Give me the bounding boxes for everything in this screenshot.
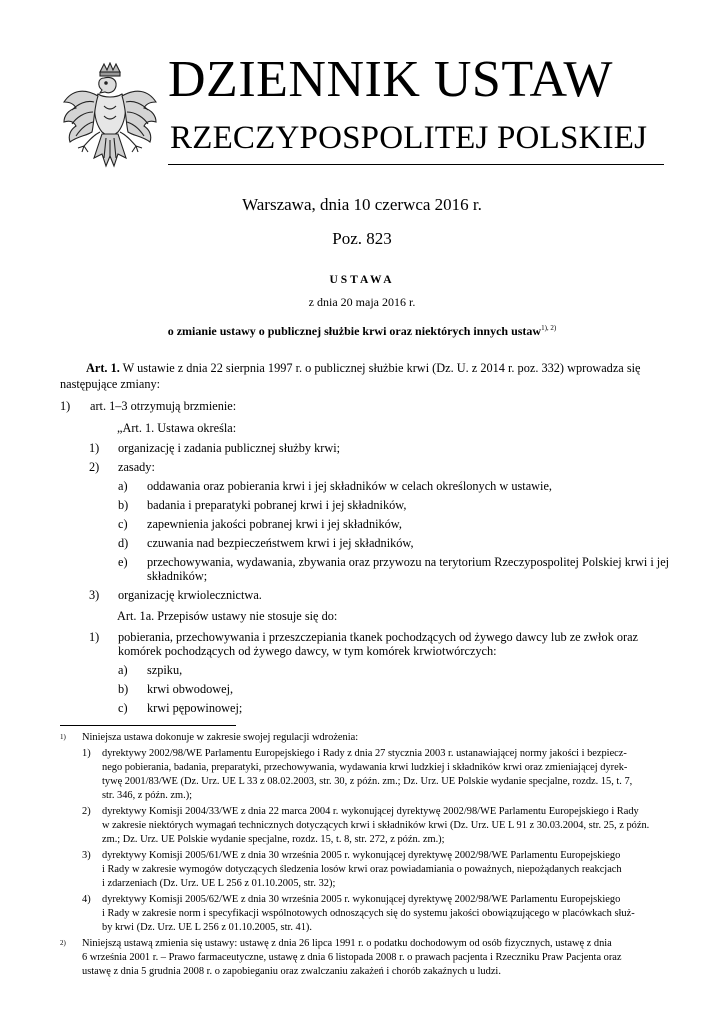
footnote-item-line: i zdarzeniach (Dz. Urz. UE L 256 z 01.10.2005, str. 32); (102, 878, 336, 889)
footnote-item-num: 2) (82, 806, 91, 817)
list-item-num: 1) (89, 441, 100, 455)
polish-eagle-emblem-icon (60, 62, 160, 174)
art1a-intro: Art. 1a. Przepisów ustawy nie stosuje się do: (117, 609, 338, 623)
footnote-item-line: dyrektywy Komisji 2005/62/WE z dnia 30 września 2005 r. wykonującej dyrektywę 2002/98/WE Parlamentu Europejskiego (102, 894, 621, 905)
list-item: organizację krwiolecznictwa. (118, 588, 262, 602)
footnote-item-line: dyrektywy Komisji 2005/61/WE z dnia 30 września 2005 r. wykonującej dyrektywę 2002/98/WE Parlamentu Europejskiego (102, 850, 621, 861)
list-item-num: 2) (89, 460, 100, 474)
footnote-separator (60, 725, 236, 726)
footnote-item-line: dyrektywy 2002/98/WE Parlamentu Europejskiego i Rady z dnia 27 stycznia 2003 r. ustanawiającej normy jakości i bezpiecz- (102, 748, 627, 759)
subitem: szpiku, (147, 663, 183, 677)
masthead-title: DZIENNIK USTAW (168, 51, 613, 108)
list-item: organizację i zadania publicznej służby krwi; (118, 441, 341, 455)
subitem-continuation: składników; (147, 569, 208, 583)
subitem: zapewnienia jakości pobranej krwi i jej składników, (147, 517, 402, 531)
subitem-num: c) (118, 701, 128, 715)
footnote-item-line: by krwi (Dz. Urz. UE L 256 z 01.10.2005, str. 41). (102, 922, 312, 933)
act-title-text: o zmianie ustawy o publicznej służbie krwi oraz niektórych innych ustaw (167, 324, 542, 338)
masthead-subtitle: RZECZYPOSPOLITEJ POLSKIEJ (170, 120, 648, 156)
footnote-item-line: i Rady w zakresie norm i specyfikacji wspólnotowych odnoszących się do systemu jakości obowiązującego w placówkach służ- (102, 908, 635, 919)
publication-date: Warszawa, dnia 10 czerwca 2016 r. (242, 195, 482, 214)
footnote-2-mark: 2) (60, 939, 66, 947)
art1-line (86, 360, 641, 376)
footnote-item-line: tywę 2001/83/WE (Dz. Urz. UE L 33 z 08.02.2003, str. 30, z późn. zm.; Dz. Urz. UE Polskie wydanie specjalne, rozdz. 15, t. 7, (102, 776, 633, 787)
list-item: zasady: (118, 460, 155, 474)
act-title (0, 324, 724, 339)
footnote-1-intro: Niniejsza ustawa dokonuje w zakresie swojej regulacji wdrożenia: (82, 732, 359, 743)
subitem-num: c) (118, 517, 128, 531)
subitem: czuwania nad bezpieczeństwem krwi i jej składników, (147, 536, 414, 550)
list-item-continuation: komórek pochodzących od żywego dawcy, w tym komórek krwiotwórczych: (118, 644, 497, 658)
subitem: krwi pępowinowej; (147, 701, 243, 715)
change1-text: art. 1–3 otrzymują brzmienie: (90, 399, 237, 413)
list-item-num: 3) (89, 588, 100, 602)
change1-num: 1) (60, 399, 71, 413)
art1-text-line2: następujące zmiany: (60, 377, 161, 391)
position-number: Poz. 823 (332, 229, 392, 248)
footnote-2-line: ustawę z dnia 5 grudnia 2008 r. o zapobieganiu oraz zwalczaniu zakażeń i chorób zakaźnych u ludzi. (82, 966, 501, 977)
subitem-num: d) (118, 536, 129, 550)
subitem: krwi obwodowej, (147, 682, 234, 696)
footnote-item-line: nego pobierania, badania, preparatyki, przechowywania, wydawania krwi ludzkiej i składników krwi oraz zmieniającej dyrek- (102, 762, 628, 773)
art1-intro: „Art. 1. Ustawa określa: (117, 421, 237, 435)
footnote-item-num: 4) (82, 894, 91, 905)
subitem-num: a) (118, 479, 128, 493)
subitem-num: b) (118, 498, 129, 512)
footnote-item-num: 3) (82, 850, 91, 861)
list-item: pobierania, przechowywania i przeszczepiania tkanek pochodzących od żywego dawcy lub ze zwłok oraz (118, 630, 638, 644)
subitem: przechowywania, wydawania, zbywania oraz przywozu na terytorium Rzeczypospolitej Polskiej krwi i jej (147, 555, 670, 569)
footnote-2-line: Niniejszą ustawą zmienia się ustawy: ustawę z dnia 26 lipca 1991 r. o podatku dochodowym od osób fizycznych, ustawę z dnia (82, 938, 612, 949)
art1-text-line1: W ustawie z dnia 22 sierpnia 1997 r. o publicznej służbie krwi (Dz. U. z 2014 r. poz. 332) wprowadza się (122, 361, 641, 375)
subitem-num: e) (118, 555, 128, 569)
subitem-num: b) (118, 682, 129, 696)
footnote-item-line: dyrektywy Komisji 2004/33/WE z dnia 22 marca 2004 r. wykonującej dyrektywę 2002/98/WE Parlamentu Europejskiego i Rady (102, 806, 639, 817)
footnote-item-line: str. 346, z późn. zm.); (102, 790, 193, 801)
list-item-num: 1) (89, 630, 100, 644)
art1-label: Art. 1. (86, 361, 120, 375)
act-title-footnote-refs: 1), 2) (541, 324, 557, 332)
act-date: z dnia 20 maja 2016 r. (308, 295, 416, 309)
footnote-item-line: i Rady w zakresie wymogów dotyczących śledzenia losów krwi oraz powiadamiania o poważnych, niepożądanych reakcjach (102, 864, 622, 875)
footnote-item-line: zm.; Dz. Urz. UE Polskie wydanie specjalne, rozdz. 15, t. 8, str. 272, z późn. zm.); (102, 834, 445, 845)
subitem: oddawania oraz pobierania krwi i jej składników w celach określonych w ustawie, (147, 479, 552, 493)
footnote-2-line: 6 września 2001 r. – Prawo farmaceutyczne, ustawę z dnia 6 listopada 2008 r. o prawach pacjenta i Rzeczniku Praw Pacjenta oraz (82, 952, 622, 963)
subitem: badania i preparatyki pobranej krwi i jej składników, (147, 498, 407, 512)
masthead-rule (168, 164, 664, 165)
subitem-num: a) (118, 663, 128, 677)
footnote-item-num: 1) (82, 748, 91, 759)
act-type: USTAWA (329, 274, 395, 286)
footnote-item-line: w zakresie niektórych wymagań technicznych dotyczących krwi i składników krwi (Dz. Urz. UE L 91 z 30.03.2004, str. 25, z późn. (102, 820, 650, 831)
footnote-1-mark: 1) (60, 733, 66, 741)
